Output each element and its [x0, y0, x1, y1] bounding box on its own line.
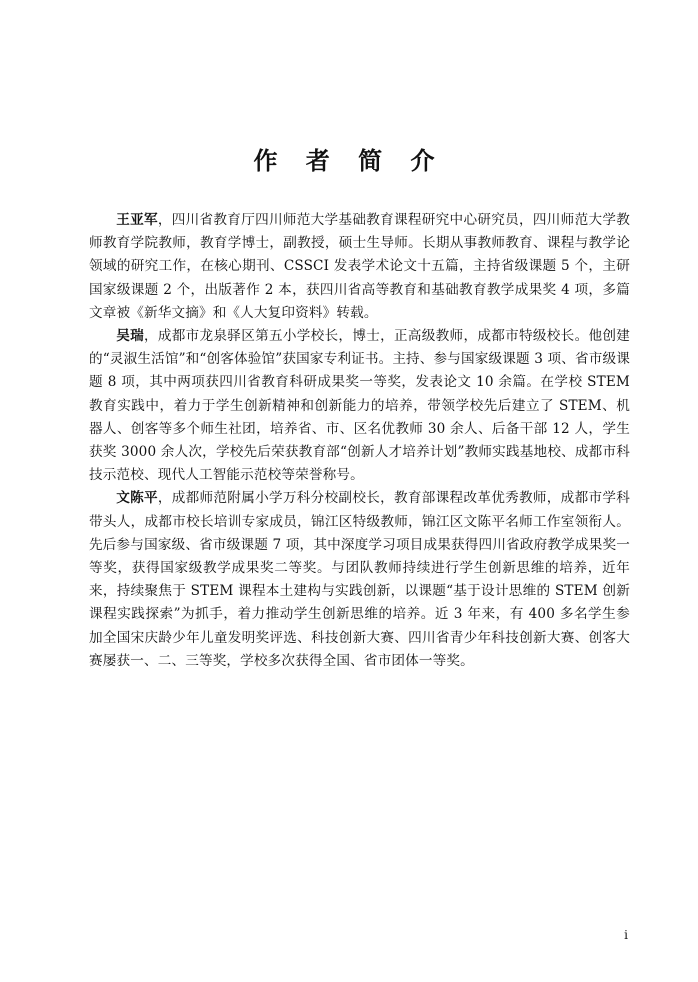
author-bios: [89, 209, 630, 673]
author-name: 吴瑞: [116, 328, 144, 345]
author-bio-wang-yajun: [89, 209, 630, 325]
author-bio-text: ，成都市龙泉驿区第五小学校长，博士，正高级教师，成都市特级校长。他创建的“灵淑生活馆”和“创客体验馆”获国家专利证书。主持、参与国家级课题 3 项、省市级课题 8 项，其中两项获四川省教育科研成果奖一等奖，发表论文 10 余篇。在学校 STEM 教育实践中，着力于学生创新精神和创新能力的培养，带领学校先后建立了 STEM、机器人、创客等多个师生社团，培养省、市、区名优教师 30 余人、后备干部 12 人，学生获奖 3000 余人次，学校先后荣获教育部“创新人才培养计划”教师实践基地校、成都市科技示范校、现代人工智能示范校等荣誉称号。: [89, 328, 630, 484]
author-bio-wu-rui: [89, 325, 630, 487]
author-name: 文陈平: [116, 490, 158, 507]
author-bio-text: ，四川省教育厅四川师范大学基础教育课程研究中心研究员，四川师范大学教师教育学院教师，教育学博士，副教授，硕士生导师。长期从事教师教育、课程与教学论领域的研究工作，在核心期刊、CSSCI 发表学术论文十五篇，主持省级课题 5 个，主研国家级课题 2 个，出版著作 2 本，获四川省高等教育和基础教育教学成果奖 4 项，多篇文章被《新华文摘》和《人大复印资料》转载。: [89, 212, 630, 321]
page-title: 作 者 简 介: [253, 146, 445, 176]
author-bio-text: ，成都师范附属小学万科分校副校长，教育部课程改革优秀教师，成都市学科带头人，成都市校长培训专家成员，锦江区特级教师，锦江区文陈平名师工作室领衔人。先后参与国家级、省市级课题 7 项，其中深度学习项目成果获得四川省政府教学成果奖一等奖，获得国家级教学成果奖二等奖。与团队教师持续进行学生创新思维的培养，近年来，持续聚焦于 STEM 课程本土建构与实践创新，以课题“基于设计思维的 STEM 创新课程实践探索”为抓手，着力推动学生创新思维的培养。近 3 年来，有 400 多名学生参加全国宋庆龄少年儿童发明奖评选、科技创新大赛、四川省青少年科技创新大赛、创客大赛屡获一、二、三等奖，学校多次获得全国、省市团体一等奖。: [89, 490, 630, 669]
page-number: i: [624, 928, 628, 942]
author-name: 王亚军: [116, 212, 158, 228]
author-bio-wen-chenping: [89, 487, 630, 673]
